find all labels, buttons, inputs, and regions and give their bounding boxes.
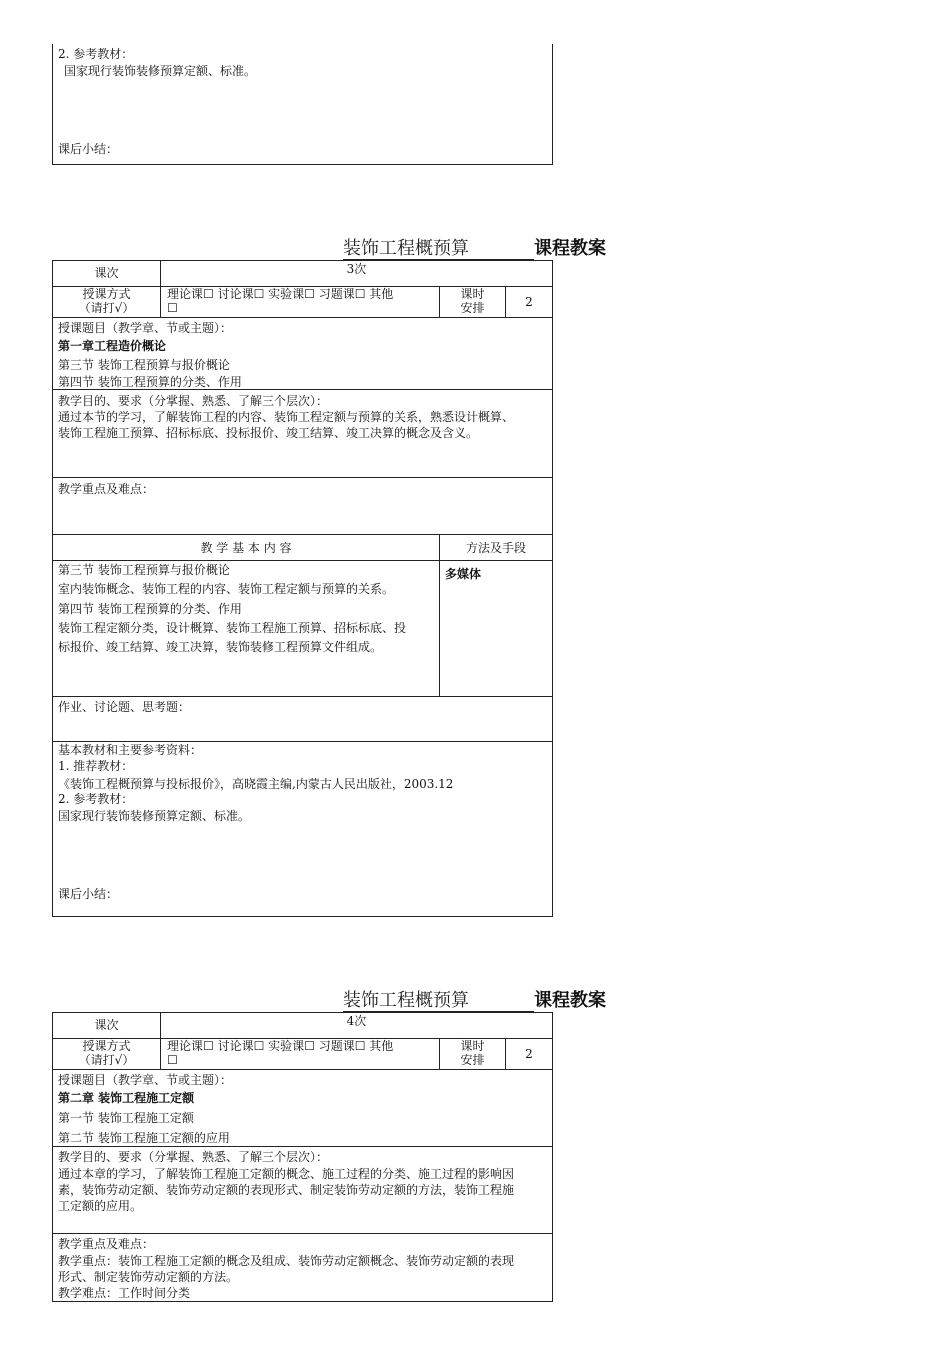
goal-text: 通过本章的学习，了解装饰工程施工定额的概念、施工过程的分类、施工过程的影响因 — [58, 1167, 515, 1181]
goal-label: 教学目的、要求（分掌握、熟悉、了解三个层次）： — [58, 1150, 329, 1164]
reference-heading: 2. 参考教材： — [58, 47, 134, 61]
content-line: 第四节 装饰工程预算的分类、作用 — [58, 602, 242, 616]
method-header: 方法及手段 — [465, 541, 526, 555]
session-label: 课次 — [94, 1018, 119, 1032]
topic-section: 第一节 装饰工程施工定额 — [58, 1111, 194, 1125]
method-options-other[interactable]: ☐ — [167, 301, 178, 315]
topic-section: 第四节 装饰工程预算的分类、作用 — [58, 375, 242, 389]
content-line: 装饰工程定额分类，设计概算、装饰工程施工预算、招标标底、投 — [58, 621, 407, 635]
session-value: 3次 — [346, 262, 367, 276]
method-value: 多媒体 — [445, 567, 482, 581]
session-label: 课次 — [94, 266, 119, 280]
key-points-label: 教学重点及难点： — [58, 482, 155, 496]
goal-text: 素，装饰劳动定额、装饰劳动定额的表现形式、制定装饰劳动定额的方法，装饰工程施 — [58, 1183, 515, 1197]
row-divider — [52, 696, 553, 697]
references-label: 基本教材和主要参考资料： — [58, 743, 203, 757]
key-points-text: 教学重点：装饰工程施工定额的概念及组成、装饰劳动定额概念、装饰劳动定额的表现 — [58, 1254, 515, 1268]
content-line: 室内装饰概念、装饰工程的内容、装饰工程定额与预算的关系。 — [58, 582, 395, 596]
row-divider — [52, 1069, 553, 1070]
session-value: 4次 — [346, 1014, 367, 1028]
goal-text: 装饰工程施工预算、招标标底、投标报价、竣工结算、竣工决算的概念及含义。 — [58, 426, 479, 440]
references-line: 国家现行装饰装修预算定额、标准。 — [58, 809, 251, 823]
hours-value: 2 — [525, 295, 533, 309]
hours-label: 课时 — [460, 1039, 485, 1053]
goal-text: 工定额的应用。 — [58, 1199, 143, 1213]
topic-section: 第三节 装饰工程预算与报价概论 — [58, 358, 230, 372]
topic-label: 授课题目（教学章、节或主题）： — [58, 321, 233, 335]
topic-chapter: 第一章工程造价概论 — [58, 339, 167, 353]
reference-text: 国家现行装饰装修预算定额、标准。 — [64, 64, 257, 78]
method-label: 授课方式 — [82, 287, 131, 301]
topic-section: 第二节 装饰工程施工定额的应用 — [58, 1131, 230, 1145]
hours-label-2: 安排 — [460, 1053, 485, 1067]
goal-text: 通过本节的学习，了解装饰工程的内容、装饰工程定额与预算的关系，熟悉设计概算、 — [58, 410, 515, 424]
method-label-note: （请打√） — [78, 301, 135, 315]
method-options[interactable]: 理论课☐ 讨论课☐ 实验课☐ 习题课☐ 其他 — [167, 1039, 394, 1053]
content-line: 第三节 装饰工程预算与报价概论 — [58, 563, 230, 577]
homework-label: 作业、讨论题、思考题： — [58, 700, 191, 714]
row-divider — [52, 477, 553, 478]
table-border-left — [52, 44, 53, 165]
method-label: 授课方式 — [82, 1039, 131, 1053]
col-divider — [439, 534, 440, 696]
row-divider — [52, 317, 553, 318]
plan-title: 课程教案 — [534, 238, 606, 259]
row-divider — [52, 560, 553, 561]
row-divider — [52, 534, 553, 535]
table-border-bottom — [52, 164, 553, 165]
references-line: 1. 推荐教材： — [58, 759, 134, 773]
plan-title: 课程教案 — [534, 990, 606, 1011]
key-points-text: 形式、制定装饰劳动定额的方法。 — [58, 1270, 239, 1284]
hours-value: 2 — [525, 1047, 533, 1061]
goal-label: 教学目的、要求（分掌握、熟悉、了解三个层次）： — [58, 394, 329, 408]
hours-label-2: 安排 — [460, 301, 485, 315]
summary-label: 课后小结： — [58, 142, 119, 156]
hours-label: 课时 — [460, 287, 485, 301]
topic-chapter: 第二章 装饰工程施工定额 — [58, 1091, 195, 1105]
table-border-right — [552, 44, 553, 165]
key-points-label: 教学重点及难点： — [58, 1237, 155, 1251]
key-points-text: 教学难点：工作时间分类 — [58, 1286, 191, 1300]
topic-label: 授课题目（教学章、节或主题）： — [58, 1073, 233, 1087]
row-divider — [52, 1146, 553, 1147]
content-line: 标报价、竣工结算、竣工决算，装饰装修工程预算文件组成。 — [58, 640, 383, 654]
course-title: 装饰工程概预算 — [343, 238, 469, 259]
row-divider — [52, 1233, 553, 1234]
summary-label: 课后小结： — [58, 887, 119, 901]
references-line: 《装饰工程概预算与投标报价》，高晓霞主编,内蒙古人民出版社，2003.12 — [58, 777, 454, 791]
references-line: 2. 参考教材： — [58, 792, 134, 806]
content-header: 教 学 基 本 内 容 — [200, 541, 292, 555]
method-label-note: （请打√） — [78, 1053, 135, 1067]
method-options-other[interactable]: ☐ — [167, 1053, 178, 1067]
course-title: 装饰工程概预算 — [343, 990, 469, 1011]
method-options[interactable]: 理论课☐ 讨论课☐ 实验课☐ 习题课☐ 其他 — [167, 287, 394, 301]
